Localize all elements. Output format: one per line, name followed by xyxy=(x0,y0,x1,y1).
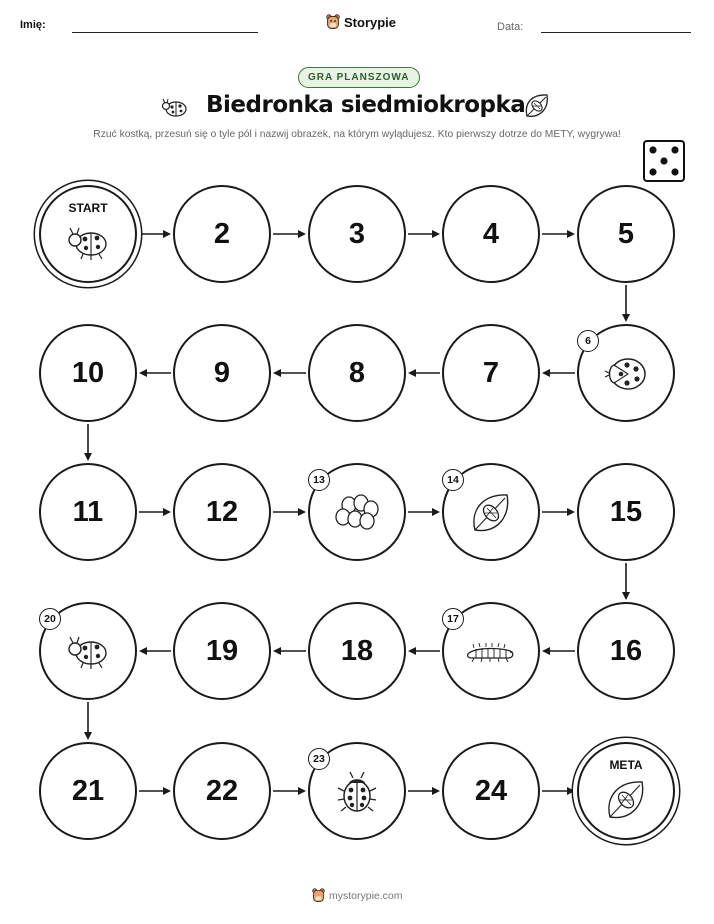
path-arrow xyxy=(273,787,306,795)
beetle-icon xyxy=(335,769,379,820)
space-number: 12 xyxy=(205,495,239,528)
board-space-13[interactable] xyxy=(308,463,406,561)
path-arrow xyxy=(273,647,306,655)
board-space-14[interactable] xyxy=(442,463,540,561)
space-number: 18 xyxy=(340,634,374,667)
path-arrow xyxy=(622,563,630,600)
start-space[interactable] xyxy=(39,185,137,283)
category-badge: GRA PLANSZOWA xyxy=(298,67,420,88)
footer-url: mystorypie.com xyxy=(329,889,403,902)
space-number: 9 xyxy=(213,356,231,389)
space-number: 4 xyxy=(482,217,500,250)
path-arrow xyxy=(273,369,306,377)
space-number-badge: 17 xyxy=(442,608,464,630)
page-title: Biedronka siedmiokropka xyxy=(206,92,526,118)
board-space-12[interactable] xyxy=(173,463,271,561)
path-arrow xyxy=(273,230,306,238)
path-arrow xyxy=(139,787,171,795)
board-space-9[interactable] xyxy=(173,324,271,422)
pupa-leaf-icon xyxy=(469,490,513,541)
space-number: 19 xyxy=(205,634,239,667)
path-arrow xyxy=(542,230,575,238)
ladybug-top-icon xyxy=(602,353,650,400)
start-label: START xyxy=(68,201,108,215)
space-number: 11 xyxy=(72,495,104,528)
space-number-badge: 13 xyxy=(308,469,330,491)
board-space-3[interactable] xyxy=(308,185,406,283)
board-space-6[interactable] xyxy=(577,324,675,422)
board-space-11[interactable] xyxy=(39,463,137,561)
space-number: 21 xyxy=(71,774,105,807)
board-space-7[interactable] xyxy=(442,324,540,422)
path-arrow xyxy=(139,508,171,516)
space-number-badge: 20 xyxy=(39,608,61,630)
path-arrow xyxy=(408,230,440,238)
instructions: Rzuć kostką, przesuń się o tyle pól i nazwij obrazek, na którym wylądujesz. Kto pierwszy dotrze do METY, wygrywa! xyxy=(93,129,621,140)
board-space-22[interactable] xyxy=(173,742,271,840)
path-arrow xyxy=(542,647,575,655)
space-number: 7 xyxy=(482,356,500,389)
footer xyxy=(312,888,403,903)
logo-text: Storypie xyxy=(344,14,397,30)
board-space-23[interactable] xyxy=(308,742,406,840)
path-arrow xyxy=(542,508,575,516)
board-space-24[interactable] xyxy=(442,742,540,840)
space-number: 22 xyxy=(205,774,239,807)
space-number: 16 xyxy=(609,634,643,667)
board-space-10[interactable] xyxy=(39,324,137,422)
space-number: 3 xyxy=(348,217,366,250)
date-label: Data: xyxy=(497,21,524,33)
path-arrow xyxy=(408,787,440,795)
finish-label: META xyxy=(609,758,643,772)
space-number-badge: 14 xyxy=(442,469,464,491)
space-number-badge: 23 xyxy=(308,748,330,770)
ladybug-icon xyxy=(65,633,111,676)
path-arrow xyxy=(273,508,306,516)
board-space-17[interactable] xyxy=(442,602,540,700)
eggs-icon xyxy=(333,493,381,538)
board-space-2[interactable] xyxy=(173,185,271,283)
board-space-21[interactable] xyxy=(39,742,137,840)
board-space-20[interactable] xyxy=(39,602,137,700)
space-number: 2 xyxy=(213,217,231,250)
path-arrow xyxy=(84,702,92,740)
path-arrow xyxy=(408,647,440,655)
path-arrow xyxy=(408,369,440,377)
space-number: 24 xyxy=(474,774,508,807)
pupa-leaf-icon xyxy=(604,777,648,828)
bear-footer-icon xyxy=(312,888,325,903)
space-number-badge: 6 xyxy=(577,330,599,352)
space-number: 8 xyxy=(348,356,366,389)
path-arrow xyxy=(139,369,171,377)
path-arrow xyxy=(139,647,171,655)
board-space-8[interactable] xyxy=(308,324,406,422)
larva-icon xyxy=(464,639,518,670)
board-space-19[interactable] xyxy=(173,602,271,700)
path-arrow xyxy=(622,285,630,322)
board-space-15[interactable] xyxy=(577,463,675,561)
path-arrow xyxy=(408,508,440,516)
path-arrow xyxy=(542,787,575,795)
space-number: 10 xyxy=(71,356,105,389)
space-number: 5 xyxy=(617,217,635,250)
name-label: Imię: xyxy=(20,19,46,31)
board-space-4[interactable] xyxy=(442,185,540,283)
path-arrow xyxy=(542,369,575,377)
board-space-16[interactable] xyxy=(577,602,675,700)
ladybug-icon xyxy=(65,224,111,267)
space-number: 15 xyxy=(609,495,643,528)
board-space-5[interactable] xyxy=(577,185,675,283)
path-arrow xyxy=(84,424,92,461)
finish-space[interactable] xyxy=(577,742,675,840)
board-space-18[interactable] xyxy=(308,602,406,700)
path-arrow xyxy=(139,230,171,238)
